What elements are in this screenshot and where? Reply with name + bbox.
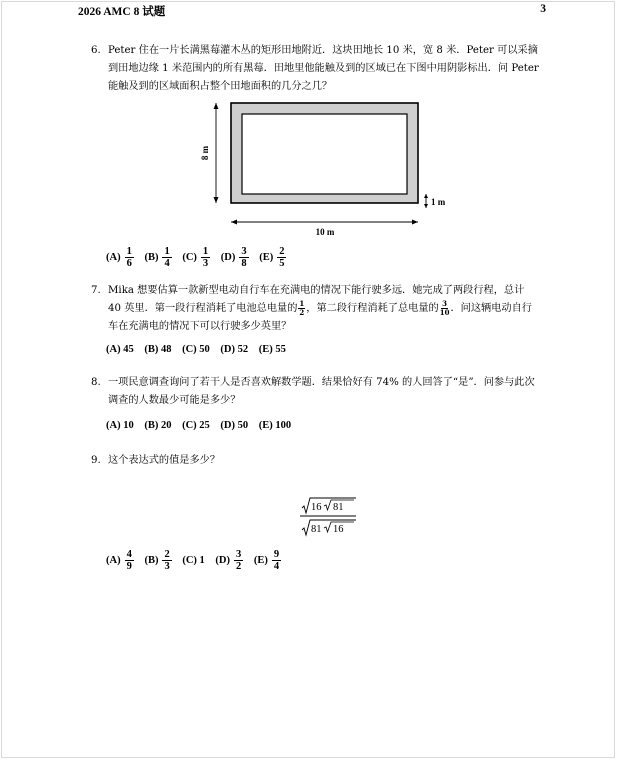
choice-e: (E) 100 [258, 420, 292, 432]
width-label: 10 m [315, 227, 335, 237]
field-inner-rect [242, 114, 407, 194]
choices-q8 [106, 420, 299, 431]
choice-e: (E) $\frac{2}{5}$ [259, 246, 285, 269]
choice-a: (A) $\frac{4}{9}$ [106, 549, 132, 572]
header-title: 2026 AMC 8 试题 [78, 6, 166, 18]
choices-q9 [106, 549, 289, 572]
page-number: 3 [540, 3, 546, 15]
numerator-inner: 81 [333, 502, 344, 513]
question-number: 9. [91, 455, 101, 466]
choices-q7 [106, 344, 294, 355]
choice-c: (C) 1 [182, 555, 205, 567]
page-header [78, 3, 546, 19]
choice-b: (B) 48 [144, 344, 172, 356]
choice-a: (A) 10 [106, 420, 134, 432]
choice-d: (D) 52 [220, 344, 249, 356]
choice-d: (D) 50 [220, 420, 249, 432]
question-text: 这个表达式的值是多少？ [108, 455, 221, 466]
denominator-inner: 16 [333, 524, 344, 535]
question-text: 一项民意调查询问了若干人是否喜欢解数学题．结果恰好有 74% 的人回答了“是”．问参与此次调查的人数最少可能是多少？ [108, 377, 535, 406]
denominator-outer: 81 [311, 524, 322, 535]
choice-c: (C) 50 [182, 344, 210, 356]
question-text: Mika 想要估算一款新型电动自行车在充满电的情况下能行驶多远．她完成了两段行程，总计 40 英里．第一段行程消耗了电池总电量的 $\frac{1}{2}$ ，第二段行程消耗了总电量的 $\frac{3}{10}$ ．问这辆电动自行车在充满电的情况下可以行驶多少英里？ [108, 285, 532, 332]
question-number: 6. [91, 45, 101, 56]
choice-e: (E) $\frac{9}{4}$ [253, 549, 280, 572]
question-text: Peter 住在一片长满黑莓灌木丛的矩形田地附近．这块田地长 10 米，宽 8 米．Peter 可以采摘到田地边缘 1 米范围内的所有黑莓．田地里他能触及到的区域已在下图中用阴影标出．问 Peter 能触及到的区域面积占整个田地面积的几分之几？ [108, 45, 539, 92]
border-label: 1 m [431, 197, 446, 207]
radical-expression [296, 495, 358, 539]
fraction-one-half: $\frac{1}{2}$ [299, 299, 305, 317]
question-number: 7. [91, 285, 101, 296]
field-diagram [195, 98, 455, 243]
choice-c: (C) $\frac{1}{3}$ [182, 246, 209, 269]
choice-a: (A) $\frac{1}{6}$ [106, 246, 132, 269]
height-label: 8 m [200, 145, 210, 161]
numerator-outer: 16 [311, 502, 322, 513]
choice-e: (E) 55 [258, 344, 286, 356]
choice-d: (D) $\frac{3}{8}$ [220, 246, 247, 269]
choice-b: (B) $\frac{1}{4}$ [144, 246, 170, 269]
choice-b: (B) 20 [144, 420, 172, 432]
choice-c: (C) 25 [182, 420, 210, 432]
fraction-three-tenths: $\frac{3}{10}$ [439, 299, 450, 317]
choice-d: (D) $\frac{3}{2}$ [215, 549, 242, 572]
question-number: 8. [91, 377, 101, 388]
choices-q6 [106, 246, 294, 269]
choice-b: (B) $\frac{2}{3}$ [144, 549, 170, 572]
choice-a: (A) 45 [106, 344, 134, 356]
